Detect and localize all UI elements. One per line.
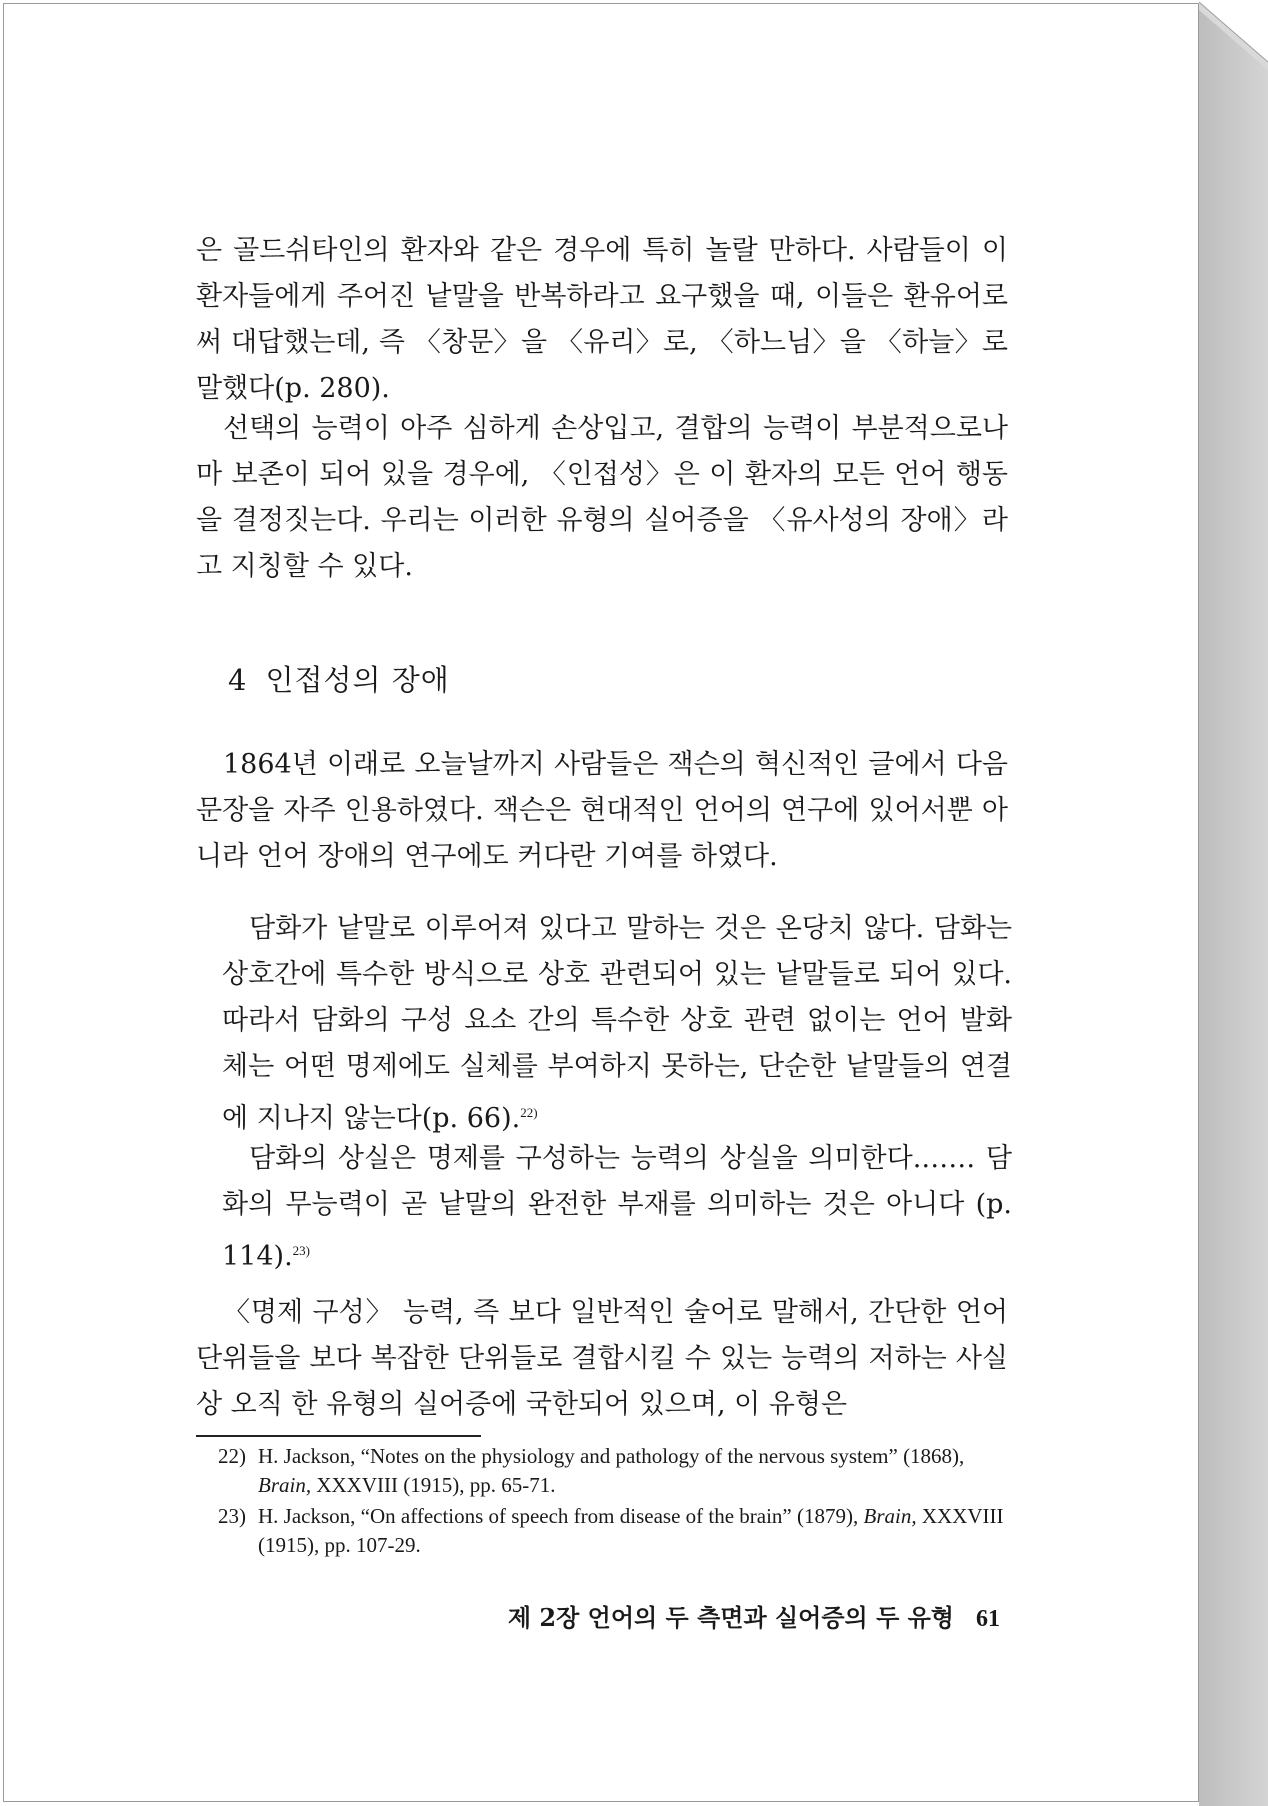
running-footer [460,1598,1000,1633]
footnote-22-text: H. Jackson, “Notes on the physiology and pathology of the nervous system” (1868), [258,1444,965,1468]
section-title: 인접성의 장애 [265,663,450,697]
paragraph-2 [196,406,1008,590]
footnote-22 [218,1442,1012,1500]
block-quote-2 [222,1136,1012,1280]
footnote-23-citation: XXXVIII (1915), pp. 107-29. [258,1504,1004,1557]
paragraph-3 [196,742,1008,880]
footnote-23-text: H. Jackson, “On affections of speech from disease of the brain” (1879), [258,1504,864,1528]
chapter-title: 제 2장 언어의 두 측면과 실어증의 두 유형 [507,1603,954,1632]
footnote-22-number: 22) [218,1444,246,1468]
paragraph-4-text: 〈명제 구성〉 능력, 즉 보다 일반적인 술어로 말해서, 간단한 언어 단위들을 보다 복잡한 단위들로 결합시킬 수 있는 능력의 저하는 사실상 오직 한 유형의 실어증에 국한되어 있으며, 이 유형은 [196,1297,1008,1420]
footnote-23-number: 23) [218,1504,246,1528]
page-number: 61 [976,1606,1000,1632]
block-quote-1 [222,906,1012,1142]
paragraph-1-text: 은 골드쉬타인의 환자와 같은 경우에 특히 놀랄 만하다. 사람들이 이 환자들에게 주어진 낱말을 반복하라고 요구했을 때, 이들은 환유어로써 대답했는데, 즉 〈창문〉을 〈유리〉로, 〈하느님〉을 〈하늘〉로 말했다(p. 280). [196,235,1008,404]
footnote-22-journal: Brain, [258,1473,312,1497]
block-quote-2-text: 담화의 상실은 명제를 구성하는 능력의 상실을 의미한다.…… 담화의 무능력이 곧 낱말의 완전한 부재를 의미하는 것은 아니다 (p. 114). [222,1143,1012,1272]
footnote-23 [218,1502,1012,1560]
book-spine [1199,0,1268,1806]
section-number: 4 [228,663,248,697]
section-heading [228,658,450,699]
footnote-22-citation: XXXVIII (1915), pp. 65-71. [311,1473,556,1497]
footnote-ref-23[interactable]: 23) [292,1243,310,1258]
footnote-22-body [258,1442,1012,1500]
footnote-divider [196,1435,481,1437]
footnote-ref-22[interactable]: 22) [520,1105,538,1120]
footnote-23-journal: Brain, [863,1504,917,1528]
footnote-23-body [258,1502,1012,1560]
block-quote-1-text-wrap [222,906,1012,1142]
paragraph-4 [196,1290,1008,1428]
block-quote-2-text-wrap [222,1136,1012,1280]
paragraph-2-text: 선택의 능력이 아주 심하게 손상입고, 결합의 능력이 부분적으로나마 보존이 되어 있을 경우에, 〈인접성〉은 이 환자의 모든 언어 행동을 결정짓는다. 우리는 이러한 유형의 실어증을 〈유사성의 장애〉라고 지칭할 수 있다. [196,413,1008,582]
paragraph-1 [196,228,1008,412]
paragraph-3-text: 1864년 이래로 오늘날까지 사람들은 잭슨의 혁신적인 글에서 다음 문장을 자주 인용하였다. 잭슨은 현대적인 언어의 연구에 있어서뿐 아니라 언어 장애의 연구에도 커다란 기여를 하였다. [196,749,1008,872]
block-quote-1-text: 담화가 낱말로 이루어져 있다고 말하는 것은 온당치 않다. 담화는 상호간에 특수한 방식으로 상호 관련되어 있는 낱말들로 되어 있다. 따라서 담화의 구성 요소 간의 특수한 상호 관련 없이는 언어 발화체는 어떤 명제에도 실체를 부여하지 못하는, 단순한 낱말들의 연결에 지나지 않는다(p. 66). [222,913,1012,1134]
